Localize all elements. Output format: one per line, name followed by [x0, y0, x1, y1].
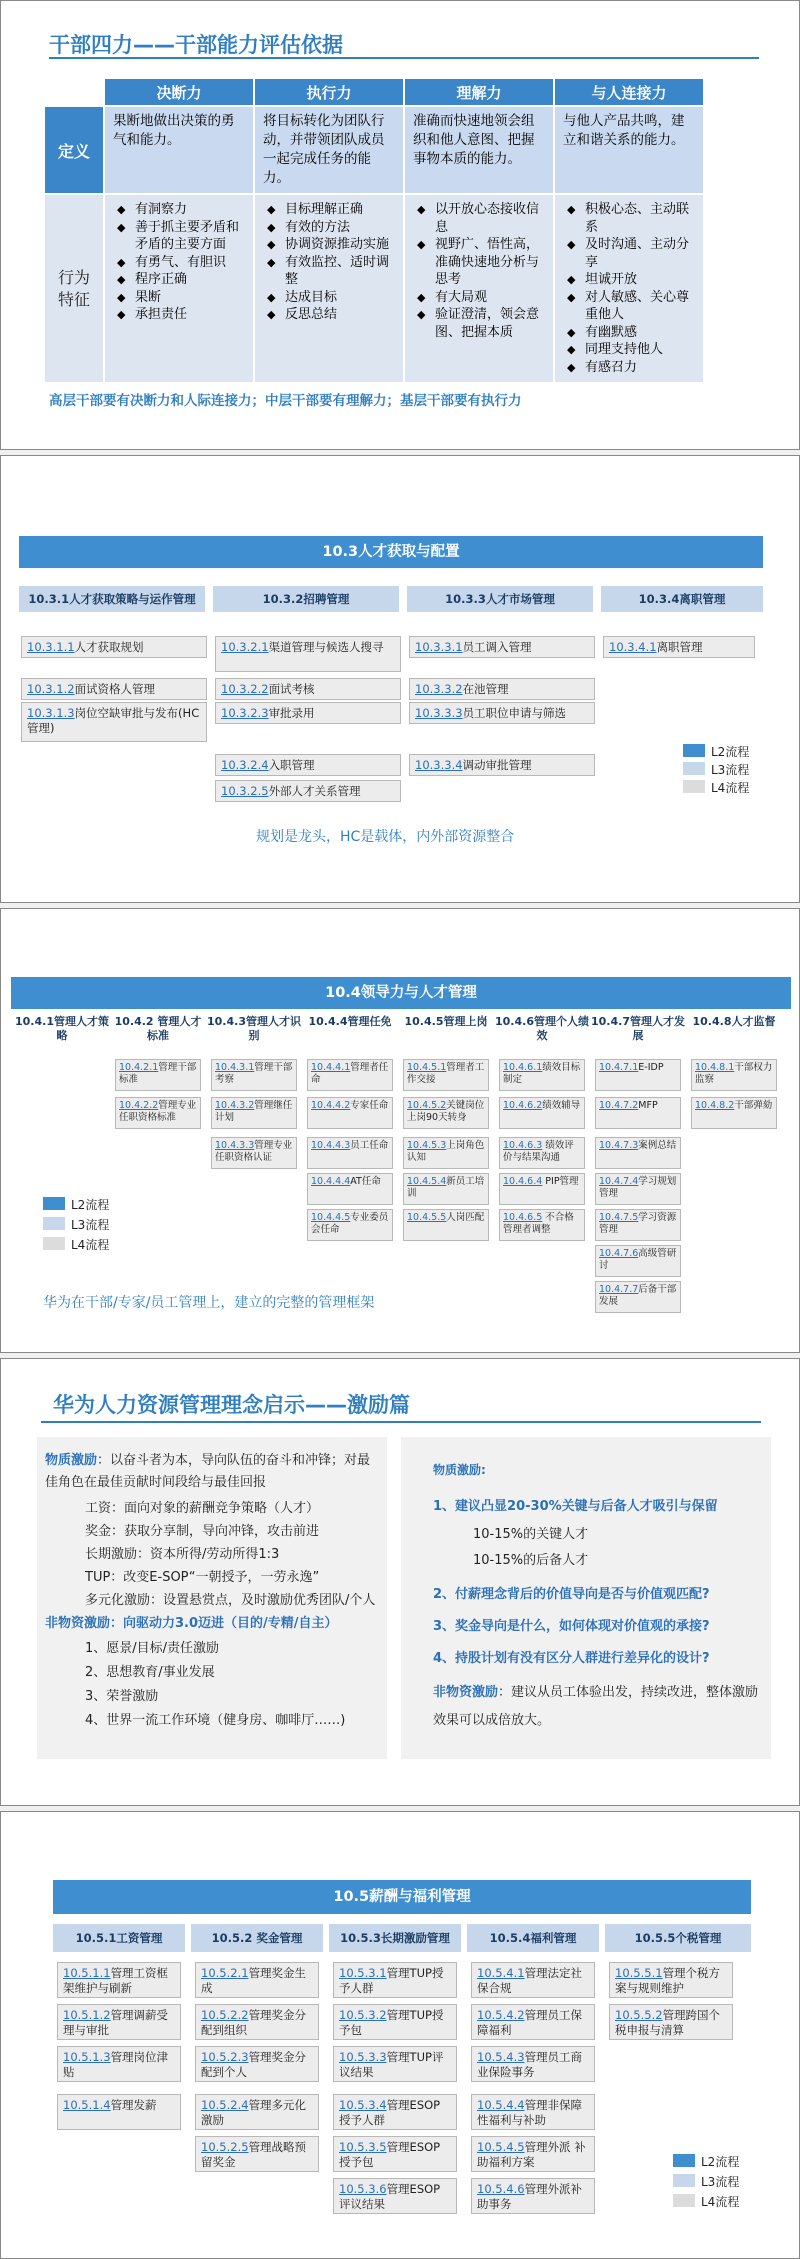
process-label: 审批录用 — [268, 706, 315, 720]
definition-cell: 与他人产品共鸣，建立和谐关系的能力。 — [555, 107, 703, 193]
process-code-link[interactable]: 10.4.4.2 — [311, 1100, 351, 1111]
process-code-link[interactable]: 10.5.4.5 — [477, 2140, 525, 2154]
process-box[interactable] — [595, 1245, 681, 1277]
intro-text-2: 佳角色在最佳贡献时间段给与最佳回报 — [45, 1475, 267, 1490]
process-box[interactable] — [57, 1962, 181, 1998]
process-box[interactable] — [57, 2094, 181, 2130]
behavior-item: ◆ 坦诚开放 — [567, 271, 697, 289]
process-label: 员工职位申请与筛选 — [462, 706, 567, 720]
title-underline — [49, 57, 759, 59]
non-material-text-2: 效果可以成倍放大。 — [433, 1713, 551, 1728]
behavior-item: ◆ 反思总结 — [267, 306, 397, 324]
column-header: 10.4.4管理任免 — [308, 1015, 392, 1028]
column-header: 10.4.3管理人才识别 — [207, 1015, 301, 1042]
header-cell: 执行力 — [255, 79, 403, 105]
incentive-item: 工资：面向对象的薪酬竞争策略（人才） — [85, 1501, 320, 1516]
process-label: 离职管理 — [656, 640, 703, 654]
process-code-link[interactable]: 10.4.4.4 — [311, 1176, 351, 1187]
process-box[interactable] — [195, 2004, 319, 2040]
process-label: 员工任命 — [350, 1140, 389, 1151]
process-label: 管理个税方案与规则维护 — [615, 1966, 721, 1995]
process-box[interactable] — [471, 2004, 595, 2040]
process-box[interactable] — [211, 1097, 297, 1129]
process-box[interactable] — [21, 636, 207, 658]
behavior-item: ◆ 程序正确 — [117, 271, 247, 289]
process-label: 管理TUP评议结果 — [339, 2050, 444, 2079]
process-box[interactable] — [215, 702, 401, 724]
process-label: 员工调入管理 — [462, 640, 532, 654]
behavior-item: ◆ 验证澄清，领会意图、把握本质 — [417, 306, 547, 341]
process-box[interactable] — [409, 678, 595, 700]
process-code-link[interactable]: 10.5.2.4 — [201, 2098, 249, 2112]
non-material-item: 1、愿景/目标/责任激励 — [85, 1641, 220, 1656]
process-code-link[interactable]: 10.3.1.2 — [27, 682, 75, 696]
process-label: 管理外派 补助福利方案 — [477, 2140, 586, 2169]
process-code-link[interactable]: 10.3.4.1 — [609, 640, 657, 654]
behavior-item: ◆ 视野广、悟性高，准确快速地分析与思考 — [417, 236, 547, 289]
process-code-link[interactable]: 10.3.2.2 — [221, 682, 269, 696]
process-box[interactable] — [195, 2136, 319, 2172]
process-label: 管理岗位津贴 — [63, 2050, 169, 2079]
column-header: 10.3.4离职管理 — [601, 586, 763, 612]
behavior-item: ◆ 果断 — [117, 289, 247, 307]
column-header: 10.3.1人才获取策略与运作管理 — [19, 586, 205, 612]
process-code-link[interactable]: 10.3.2.1 — [221, 640, 269, 654]
column-header: 10.4.1管理人才策略 — [15, 1015, 109, 1042]
process-label: 新员工培训 — [407, 1176, 485, 1199]
process-code-link[interactable]: 10.4.6.5 — [503, 1212, 543, 1223]
behavior-item: ◆ 有效的方法 — [267, 219, 397, 237]
process-code-link[interactable]: 10.3.1.3 — [27, 706, 75, 720]
process-label: 面试考核 — [268, 682, 315, 696]
process-code-link[interactable]: 10.3.3.1 — [415, 640, 463, 654]
process-label: 管理奖金生成 — [201, 1966, 307, 1995]
process-label: 学习规划管理 — [599, 1176, 677, 1199]
process-box[interactable] — [471, 1962, 595, 1998]
process-label: 在池管理 — [462, 682, 509, 696]
process-code-link[interactable]: 10.4.8.2 — [695, 1100, 735, 1111]
process-code-link[interactable]: 10.4.4.5 — [311, 1212, 351, 1223]
process-code-link[interactable]: 10.5.4.1 — [477, 1966, 525, 1980]
row-label-definition: 定义 — [45, 107, 103, 193]
process-label: 管理专业任职资格标准 — [119, 1100, 197, 1123]
non-material-heading: 非物资激励：向驱动力3.0迈进（目的/专精/自主） — [45, 1616, 338, 1631]
process-box[interactable] — [595, 1137, 681, 1169]
definition-cell: 将目标转化为团队行动，并带领团队成员一起完成任务的能力。 — [255, 107, 403, 193]
footer-note: 规划是龙头，HC是载体，内外部资源整合 — [256, 829, 515, 845]
process-box[interactable] — [307, 1209, 393, 1241]
section-title-bar: 10.5薪酬与福利管理 — [53, 1880, 751, 1914]
column-header: 10.5.3长期激励管理 — [329, 1924, 461, 1952]
process-label: 学习资源管理 — [599, 1212, 677, 1235]
behavior-item: ◆ 协调资源推动实施 — [267, 236, 397, 254]
column-header: 10.4.7管理人才发展 — [591, 1015, 685, 1042]
definition-cell: 准确而快速地领会组织和他人意图、把握事物本质的能力。 — [405, 107, 553, 193]
right-question: 1、建议凸显20-30%关键与后备人才吸引与保留 — [433, 1499, 718, 1514]
process-box[interactable] — [499, 1173, 585, 1205]
process-box[interactable] — [403, 1209, 489, 1241]
process-code-link[interactable]: 10.3.2.3 — [221, 706, 269, 720]
process-box[interactable] — [409, 636, 595, 658]
process-code-link[interactable]: 10.5.3.6 — [339, 2182, 387, 2196]
intro-label: 物质激励 — [45, 1453, 98, 1468]
behavior-item: ◆ 及时沟通、主动分享 — [567, 236, 697, 271]
process-box[interactable] — [333, 2178, 457, 2214]
behavior-item: ◆ 善于抓主要矛盾和矛盾的主要方面 — [117, 219, 247, 254]
header-cell: 理解力 — [405, 79, 553, 105]
behavior-item: ◆ 有洞察力 — [117, 201, 247, 219]
behavior-item: ◆ 积极心态、主动联系 — [567, 201, 697, 236]
process-code-link[interactable]: 10.3.3.2 — [415, 682, 463, 696]
process-code-link[interactable]: 10.5.3.4 — [339, 2098, 387, 2112]
process-label: AT任命 — [350, 1176, 381, 1187]
process-box[interactable] — [403, 1097, 489, 1129]
process-code-link[interactable]: 10.5.4.6 — [477, 2182, 525, 2196]
process-code-link[interactable]: 10.4.2.1 — [119, 1062, 159, 1073]
process-code-link[interactable]: 10.4.5.1 — [407, 1062, 447, 1073]
behavior-item: ◆ 承担责任 — [117, 306, 247, 324]
process-code-link[interactable]: 10.5.1.3 — [63, 2050, 111, 2064]
process-label: 渠道管理与候选人搜寻 — [268, 640, 384, 654]
process-box[interactable] — [115, 1059, 201, 1091]
process-label: 外部人才关系管理 — [268, 784, 361, 798]
process-box[interactable] — [307, 1059, 393, 1091]
process-code-link[interactable]: 10.4.4.1 — [311, 1062, 351, 1073]
process-label: 管理ESOP评议结果 — [339, 2182, 441, 2211]
process-box[interactable] — [409, 754, 595, 776]
behavior-item: ◆ 有感召力 — [567, 359, 697, 377]
process-code-link[interactable]: 10.3.1.1 — [27, 640, 75, 654]
non-material-item: 2、思想教育/事业发展 — [85, 1665, 215, 1680]
process-label: 管理法定社保合规 — [477, 1966, 583, 1995]
process-box[interactable] — [211, 1137, 297, 1169]
process-box[interactable] — [691, 1097, 777, 1129]
process-label: 管理奖金分配到个人 — [201, 2050, 307, 2079]
process-box[interactable] — [21, 678, 207, 700]
process-label: 人岗匹配 — [446, 1212, 485, 1223]
process-code-link[interactable]: 10.4.7.4 — [599, 1176, 639, 1187]
right-question: 2、付薪理念背后的价值导向是否与价值观匹配? — [433, 1587, 710, 1602]
process-code-link[interactable]: 10.4.7.7 — [599, 1284, 639, 1295]
behavior-cell — [105, 195, 253, 382]
process-label: 管理员工商业保险事务 — [477, 2050, 583, 2079]
left-panel — [37, 1437, 387, 1759]
process-box[interactable] — [499, 1209, 585, 1241]
process-code-link[interactable]: 10.5.4.4 — [477, 2098, 525, 2112]
right-subitem: 10-15%的后备人才 — [473, 1553, 589, 1568]
process-box[interactable] — [333, 2046, 457, 2082]
process-code-link[interactable]: 10.4.8.1 — [695, 1062, 735, 1073]
process-box[interactable] — [595, 1281, 681, 1313]
process-label: 管理外派补助事务 — [477, 2182, 583, 2211]
process-code-link[interactable]: 10.3.3.3 — [415, 706, 463, 720]
process-code-link[interactable]: 10.5.4.3 — [477, 2050, 525, 2064]
process-code-link[interactable]: 10.4.6.1 — [503, 1062, 543, 1073]
process-box[interactable] — [595, 1097, 681, 1129]
process-label: 管理战略预留奖金 — [201, 2140, 307, 2169]
slide-talent-acquisition: 10.3人才获取与配置 10.3.1人才获取策略与运作管理 10.3.2招聘管理 10.3.3人才市场管理 10.3.4离职管理 10.3.1.1人才获取规划 10.3.1.2面试资格人管理 10.3.1.3岗位空缺审批与发布(HC管理) 10.3.2.1渠道管理与候选人搜寻 10.3.2.2面试考核 10.3.2.3审批录用 10.3.2.4入职管理 10.3.2.5外部人才关系管理 10.3.3.1员工调入管理 10.3.3.2在池管理 10.3.3.3员工职位申请与筛选 10.3.3.4调动审批管理 10.3.4.1离职管理 L2流程 L3流程 L4流程 规划是龙头，HC是载体，内外部资源整合 — [0, 455, 800, 903]
process-box[interactable] — [307, 1097, 393, 1129]
footer-note: 华为在干部/专家/员工管理上，建立的完整的管理框架 — [43, 1295, 375, 1311]
process-code-link[interactable]: 10.3.2.4 — [221, 758, 269, 772]
section-title-bar: 10.3人才获取与配置 — [19, 536, 763, 568]
process-label: E-IDP — [638, 1062, 664, 1073]
incentive-item: 奖金：获取分享制，导向冲锋，攻击前进 — [85, 1524, 320, 1539]
process-code-link[interactable]: 10.4.7.2 — [599, 1100, 639, 1111]
incentive-item: TUP：改变E-SOP“一朝授予，一劳永逸” — [85, 1570, 320, 1585]
process-code-link[interactable]: 10.4.7.6 — [599, 1248, 639, 1259]
column-header: 10.4.5管理上岗 — [404, 1015, 488, 1028]
process-box[interactable] — [57, 2046, 181, 2082]
process-box[interactable] — [333, 2136, 457, 2172]
column-header: 10.5.5个税管理 — [605, 1924, 751, 1952]
process-code-link[interactable]: 10.5.2.5 — [201, 2140, 249, 2154]
process-code-link[interactable]: 10.5.3.1 — [339, 1966, 387, 1980]
process-box[interactable] — [195, 2094, 319, 2130]
process-code-link[interactable]: 10.4.2.2 — [119, 1100, 159, 1111]
process-code-link[interactable]: 10.4.7.3 — [599, 1140, 639, 1151]
process-box[interactable] — [609, 1962, 733, 1998]
behavior-item: ◆ 对人敏感、关心尊重他人 — [567, 289, 697, 324]
process-label: 专家任命 — [350, 1100, 389, 1111]
process-label: 管理TUP授予包 — [339, 2008, 444, 2037]
process-code-link[interactable]: 10.5.2.2 — [201, 2008, 249, 2022]
section-title-bar: 10.4领导力与人才管理 — [11, 977, 791, 1009]
process-box[interactable] — [609, 2004, 733, 2040]
process-code-link[interactable]: 10.5.2.1 — [201, 1966, 249, 1980]
process-code-link[interactable]: 10.3.2.5 — [221, 784, 269, 798]
column-header: 10.3.3人才市场管理 — [407, 586, 593, 612]
process-code-link[interactable]: 10.5.1.4 — [63, 2098, 111, 2112]
process-code-link[interactable]: 10.3.3.4 — [415, 758, 463, 772]
process-box[interactable] — [499, 1137, 585, 1169]
behavior-item: ◆ 有幽默感 — [567, 324, 697, 342]
process-label: 管理多元化激励 — [201, 2098, 307, 2127]
behavior-item: ◆ 同理支持他人 — [567, 341, 697, 359]
process-label: 上岗角色认知 — [407, 1140, 485, 1163]
right-subitem: 10-15%的关键人才 — [473, 1527, 589, 1542]
process-box[interactable] — [691, 1059, 777, 1091]
process-code-link[interactable]: 10.4.4.3 — [311, 1140, 351, 1151]
process-code-link[interactable]: 10.4.5.3 — [407, 1140, 447, 1151]
process-code-link[interactable]: 10.5.3.5 — [339, 2140, 387, 2154]
process-code-link[interactable]: 10.4.6.3 — [503, 1140, 543, 1151]
process-label: PIP管理 — [542, 1176, 579, 1187]
process-code-link[interactable]: 10.4.7.1 — [599, 1062, 639, 1073]
non-material-label: 非物资激励 — [433, 1685, 499, 1700]
process-box[interactable] — [195, 2046, 319, 2082]
process-code-link[interactable]: 10.5.1.2 — [63, 2008, 111, 2022]
process-code-link[interactable]: 10.4.3.3 — [215, 1140, 255, 1151]
process-box[interactable] — [115, 1097, 201, 1129]
incentive-item: 多元化激励：设置悬赏点，及时激励优秀团队/个人 — [85, 1593, 376, 1608]
definition-cell: 果断地做出决策的勇气和能力。 — [105, 107, 253, 193]
process-box[interactable] — [307, 1137, 393, 1169]
process-code-link[interactable]: 10.4.3.2 — [215, 1100, 255, 1111]
process-code-link[interactable]: 10.4.6.2 — [503, 1100, 543, 1111]
process-label: 管理者任命 — [311, 1062, 389, 1085]
process-label: 高级管研讨 — [599, 1248, 677, 1271]
process-box[interactable] — [215, 754, 401, 776]
process-box[interactable] — [409, 702, 595, 724]
process-box[interactable] — [499, 1059, 585, 1091]
column-header: 10.5.1工资管理 — [53, 1924, 185, 1952]
process-label: 干部权力监察 — [695, 1062, 773, 1085]
behavior-item: ◆ 达成目标 — [267, 289, 397, 307]
column-header: 10.5.4福利管理 — [467, 1924, 599, 1952]
process-box[interactable] — [403, 1059, 489, 1091]
process-code-link[interactable]: 10.4.5.4 — [407, 1176, 447, 1187]
process-label: 管理继任计划 — [215, 1100, 293, 1123]
process-label: 绩效目标制定 — [503, 1062, 581, 1085]
process-box[interactable] — [333, 2004, 457, 2040]
process-box[interactable] — [603, 636, 755, 658]
process-label: 案例总结 — [638, 1140, 677, 1151]
column-header: 10.5.2 奖金管理 — [191, 1924, 323, 1952]
process-box[interactable] — [195, 1962, 319, 1998]
process-code-link[interactable]: 10.4.3.1 — [215, 1062, 255, 1073]
process-box[interactable] — [215, 636, 401, 672]
process-label: 管理ESOP授予人群 — [339, 2098, 441, 2127]
slide-incentive — [0, 1358, 800, 1806]
column-header: 10.4.6管理个人绩效 — [495, 1015, 589, 1042]
slide-title: 干部四力——干部能力评估依据 — [49, 33, 343, 57]
process-box[interactable] — [403, 1173, 489, 1205]
process-label: 关键岗位上岗90天转身 — [407, 1100, 485, 1123]
process-label: 管理者工作交接 — [407, 1062, 485, 1085]
process-label: 人才获取规划 — [74, 640, 144, 654]
process-label: 管理跨国个税申报与清算 — [615, 2008, 721, 2037]
incentive-item: 长期激励：资本所得/劳动所得1:3 — [85, 1547, 280, 1562]
behavior-cell — [405, 195, 553, 382]
slide-leadership-talent: 10.4领导力与人才管理 10.4.1管理人才策略 10.4.2 管理人才标准 10.4.3管理人才识别 10.4.4管理任免 10.4.5管理上岗 10.4.6管理个人绩效 10.4.7管理人才发展 10.4.8人才监督 10.4.2.1管理干部标准 10.4.2.2管理专业任职资格标准 10.4.3.1管理干部考察 10.4.3.2管理继任计划 10.4.3.3管理专业任职资格认证 10.4.4.1管理者任命 10.4.4.2专家任命 10.4.4.3员工任命 10.4.4.4AT任命 10.4.4.5专业委员会任命 10.4.5.1管理者工作交接 10.4.5.2关键岗位上岗90天转身 10.4.5.3上岗角色认知 10.4.5.4新员工培训 10.4.5.5人岗匹配 10.4.6.1绩效目标制定 10.4.6.2绩效辅导 10.4.6.3 绩效评价与结果沟通 10.4.6.4 PIP管理 10.4.6.5 不合格管理者调整 10.4.7.1E-IDP 10.4.7.2MFP 10.4.7.3案例总结 10.4.7.4学习规划管理 10.4.7.5学习资源管理 10.4.7.6高级管研讨 10.4.7.7后备干部发展 10.4.8.1干部权力监察 10.4.8.2干部弹劾 L2流程 L3流程 L4流程 华为在干部/专家/员工管理上，建立的完整的管理框架 — [0, 908, 800, 1353]
right-question: 4、持股计划有没有区分人群进行差异化的设计? — [433, 1651, 710, 1666]
column-header: 10.4.2 管理人才标准 — [114, 1015, 202, 1042]
process-code-link[interactable]: 10.5.4.2 — [477, 2008, 525, 2022]
process-box[interactable] — [595, 1173, 681, 1205]
slide-title: 华为人力资源管理理念启示——激励篇 — [53, 1393, 410, 1417]
process-label: 管理专业任职资格认证 — [215, 1140, 293, 1163]
process-label: 管理干部标准 — [119, 1062, 197, 1085]
header-cell: 与人连接力 — [555, 79, 703, 105]
corner-cell — [45, 79, 103, 105]
column-header: 10.4.8人才监督 — [692, 1015, 776, 1028]
process-label: 管理员工保障福利 — [477, 2008, 583, 2037]
process-box[interactable] — [21, 702, 207, 742]
process-box[interactable] — [471, 2094, 595, 2130]
process-label: 不合格管理者调整 — [503, 1212, 574, 1235]
behavior-cell — [255, 195, 403, 382]
process-label: 专业委员会任命 — [311, 1212, 389, 1235]
process-code-link[interactable]: 10.5.1.1 — [63, 1966, 111, 1980]
process-code-link[interactable]: 10.4.7.5 — [599, 1212, 639, 1223]
process-box[interactable] — [595, 1209, 681, 1241]
slide-compensation: 10.5薪酬与福利管理 10.5.1工资管理 10.5.2 奖金管理 10.5.3长期激励管理 10.5.4福利管理 10.5.5个税管理 10.5.1.1管理工资框架维护与刷新 10.5.1.2管理调薪受理与审批 10.5.1.3管理岗位津贴 10.5.1.4管理发薪 10.5.2.1管理奖金生成 10.5.2.2管理奖金分配到组织 10.5.2.3管理奖金分配到个人 10.5.2.4管理多元化激励 10.5.2.5管理战略预留奖金 10.5.3.1管理TUP授予人群 10.5.3.2管理TUP授予包 10.5.3.3管理TUP评议结果 10.5.3.4管理ESOP授予人群 10.5.3.5管理ESOP授予包 10.5.3.6管理ESOP评议结果 10.5.4.1管理法定社保合规 10.5.4.2管理员工保障福利 10.5.4.3管理员工商业保险事务 10.5.4.4管理非保障性福利与补助 10.5.4.5管理外派 补助福利方案 10.5.4.6管理外派补助事务 10.5.5.1管理个税方案与规则维护 10.5.5.2管理跨国个税申报与清算 L2流程 L3流程 L4流程 — [0, 1811, 800, 2259]
process-box[interactable] — [215, 678, 401, 700]
process-label: 管理TUP授予人群 — [339, 1966, 444, 1995]
non-material-text: ：建议从员工体验出发，持续改进，整体激励 — [498, 1685, 759, 1700]
title-underline — [41, 1421, 761, 1423]
process-code-link[interactable]: 10.5.2.3 — [201, 2050, 249, 2064]
behavior-cell — [555, 195, 703, 382]
row-label-behavior — [45, 195, 103, 382]
process-label: 绩效辅导 — [542, 1100, 581, 1111]
right-panel — [401, 1437, 771, 1759]
process-label: 管理发薪 — [110, 2098, 157, 2112]
four-powers-table — [43, 77, 705, 384]
process-box[interactable] — [333, 1962, 457, 1998]
header-cell: 决断力 — [105, 79, 253, 105]
process-label: 干部弹劾 — [734, 1100, 773, 1111]
process-box[interactable] — [471, 2136, 595, 2172]
process-label: 岗位空缺审批与发布(HC管理) — [27, 706, 200, 735]
non-material-item: 4、世界一流工作环境（健身房、咖啡厅……) — [85, 1713, 346, 1728]
process-label: MFP — [638, 1100, 658, 1111]
process-box[interactable] — [333, 2094, 457, 2130]
process-box[interactable] — [211, 1059, 297, 1091]
process-code-link[interactable]: 10.5.3.2 — [339, 2008, 387, 2022]
process-code-link[interactable]: 10.5.5.1 — [615, 1966, 663, 1980]
process-code-link[interactable]: 10.4.5.5 — [407, 1212, 447, 1223]
process-box[interactable] — [471, 2046, 595, 2082]
behavior-item: ◆ 有勇气、有胆识 — [117, 254, 247, 272]
right-label: 物质激励: — [433, 1463, 486, 1477]
footer-note: 高层干部要有决断力和人际连接力；中层干部要有理解力；基层干部要有执行力 — [49, 393, 522, 409]
process-box[interactable] — [215, 780, 401, 802]
slide-cadre-four-powers — [0, 0, 800, 450]
non-material-item: 3、荣誉激励 — [85, 1689, 159, 1704]
process-label: 后备干部发展 — [599, 1284, 677, 1307]
process-box[interactable] — [499, 1097, 585, 1129]
process-label: 管理ESOP授予包 — [339, 2140, 441, 2169]
process-box[interactable] — [307, 1173, 393, 1205]
process-label: 管理奖金分配到组织 — [201, 2008, 307, 2037]
process-label: 绩效评价与结果沟通 — [503, 1140, 574, 1163]
process-box[interactable] — [403, 1137, 489, 1169]
column-header: 10.3.2招聘管理 — [213, 586, 399, 612]
right-question: 3、奖金导向是什么，如何体现对价值观的承接? — [433, 1619, 710, 1634]
behavior-item: ◆ 有大局观 — [417, 289, 547, 307]
process-label: 入职管理 — [268, 758, 315, 772]
process-box[interactable] — [595, 1059, 681, 1091]
behavior-item: ◆ 有效监控、适时调整 — [267, 254, 397, 289]
process-box[interactable] — [57, 2004, 181, 2040]
process-label: 管理干部考察 — [215, 1062, 293, 1085]
process-label: 面试资格人管理 — [74, 682, 156, 696]
process-code-link[interactable]: 10.5.5.2 — [615, 2008, 663, 2022]
process-code-link[interactable]: 10.4.5.2 — [407, 1100, 447, 1111]
process-label: 管理工资框架维护与刷新 — [63, 1966, 169, 1995]
process-label: 调动审批管理 — [462, 758, 532, 772]
intro-text: ：以奋斗者为本，导向队伍的奋斗和冲锋；对最 — [97, 1453, 371, 1468]
process-code-link[interactable]: 10.4.6.4 — [503, 1176, 543, 1187]
process-label: 管理调薪受理与审批 — [63, 2008, 169, 2037]
process-code-link[interactable]: 10.5.3.3 — [339, 2050, 387, 2064]
behavior-item: ◆ 以开放心态接收信息 — [417, 201, 547, 236]
behavior-label: 行为 特征 — [57, 267, 90, 309]
process-label: 管理非保障性福利与补助 — [477, 2098, 583, 2127]
behavior-item: ◆ 目标理解正确 — [267, 201, 397, 219]
process-box[interactable] — [471, 2178, 595, 2214]
